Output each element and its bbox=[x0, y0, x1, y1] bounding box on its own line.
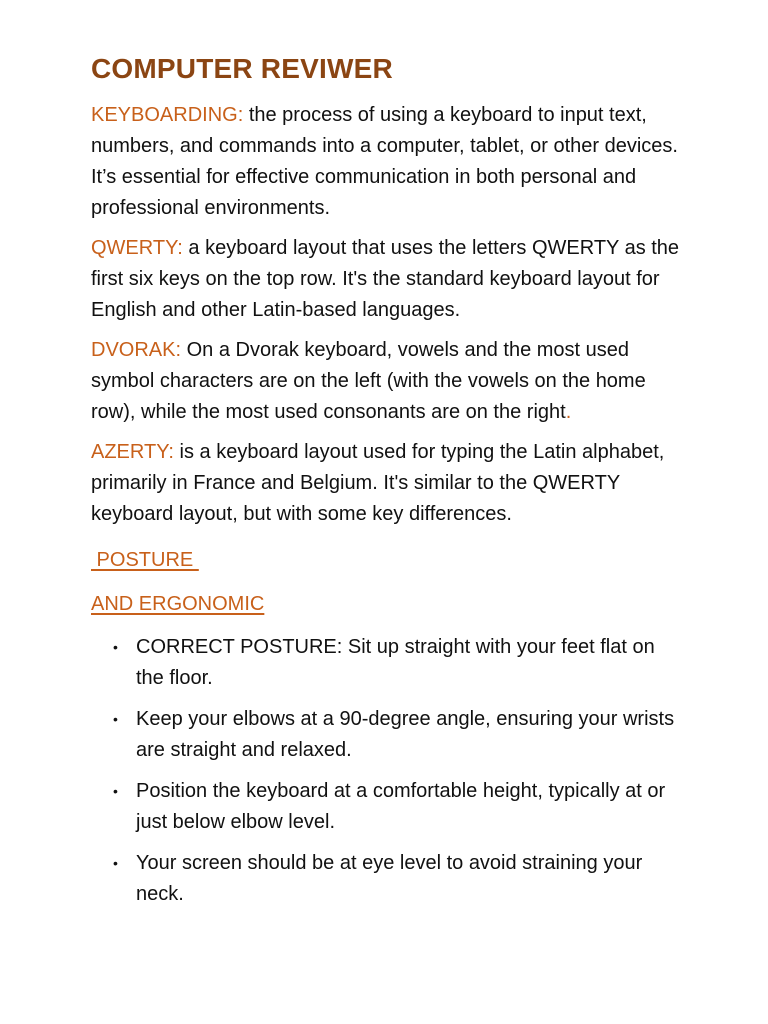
list-item-text: Your screen should be at eye level to avoid straining your neck. bbox=[136, 852, 643, 905]
list-item bbox=[113, 704, 676, 766]
definition-keyboarding bbox=[91, 100, 691, 224]
section-heading-ergonomic: AND ERGONOMIC bbox=[91, 593, 265, 615]
posture-bullet-list bbox=[91, 632, 691, 910]
bullet-icon: • bbox=[113, 855, 118, 871]
definition-dvorak bbox=[91, 335, 691, 428]
definition-qwerty bbox=[91, 233, 691, 326]
list-item bbox=[113, 776, 676, 838]
document-page bbox=[91, 50, 691, 920]
definition-suffix: . bbox=[565, 401, 572, 423]
list-item-text: Position the keyboard at a comfortable height, typically at or just below elbow level. bbox=[136, 780, 666, 833]
term-keyboarding: KEYBOARDING: bbox=[91, 104, 244, 126]
bullet-icon: • bbox=[113, 711, 118, 727]
document-title: COMPUTER REVIWER bbox=[91, 53, 393, 84]
term-azerty: AZERTY: bbox=[91, 441, 174, 463]
definition-text: the process of using a keyboard to input text, numbers, and commands into a computer, tablet, or other devices. It’s essential for effective communication in both personal and professional environments. bbox=[91, 104, 678, 219]
list-item bbox=[113, 848, 676, 910]
section-heading-posture: POSTURE bbox=[91, 549, 199, 571]
list-item bbox=[113, 632, 676, 694]
bullet-icon: • bbox=[113, 639, 118, 655]
definition-text: On a Dvorak keyboard, vowels and the most used symbol characters are on the left (with the vowels on the home row), while the most used consonants are on the right bbox=[91, 339, 646, 423]
list-item-text: Keep your elbows at a 90-degree angle, ensuring your wrists are straight and relaxed. bbox=[136, 708, 675, 761]
list-item-text: CORRECT POSTURE: Sit up straight with your feet flat on the floor. bbox=[136, 636, 655, 689]
definition-text: a keyboard layout that uses the letters QWERTY as the first six keys on the top row. It's the standard keyboard layout for English and other Latin-based languages. bbox=[91, 237, 680, 321]
bullet-icon: • bbox=[113, 783, 118, 799]
definition-azerty bbox=[91, 437, 691, 530]
definition-text: is a keyboard layout used for typing the Latin alphabet, primarily in France and Belgium. It's similar to the QWERTY keyboard layout, but with some key differences. bbox=[91, 441, 665, 525]
term-qwerty: QWERTY: bbox=[91, 237, 183, 259]
term-dvorak: DVORAK: bbox=[91, 339, 182, 361]
